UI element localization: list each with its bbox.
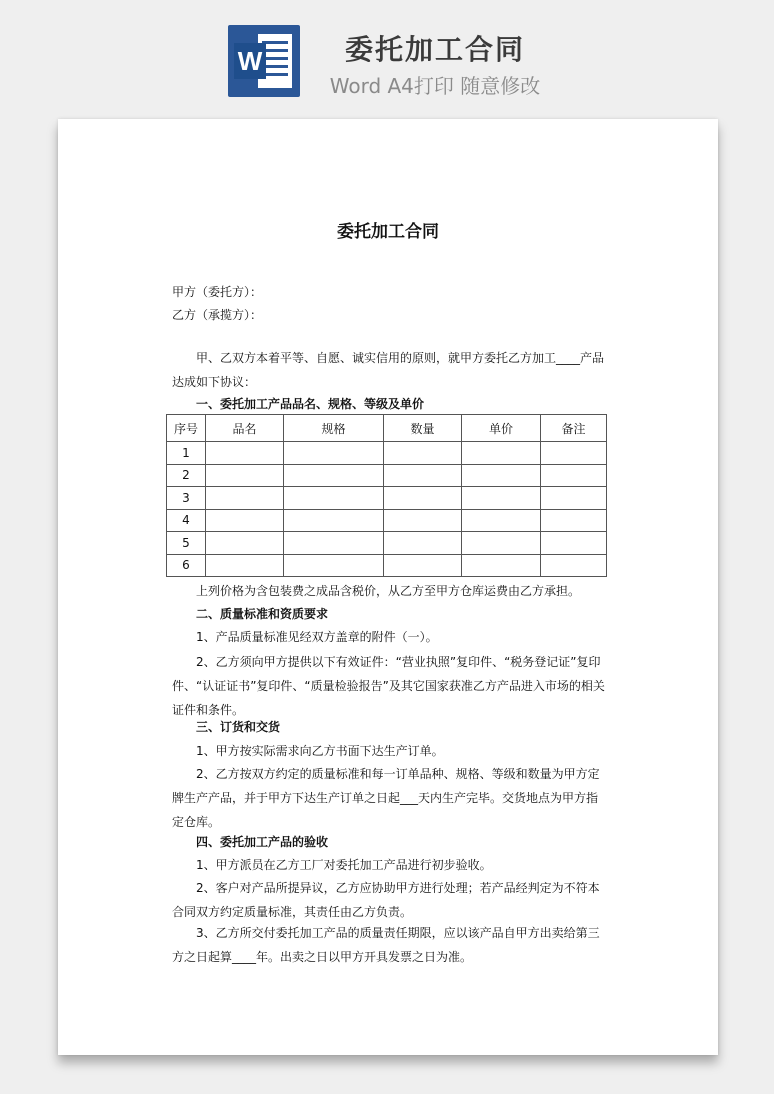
party-b-label: 乙方（承揽方）： [172, 308, 263, 322]
row-number: 2 [167, 464, 206, 487]
column-header: 品名 [206, 415, 284, 442]
table-row [167, 464, 607, 487]
row-number: 3 [167, 487, 206, 510]
party-a-label: 甲方（委托方）： [172, 285, 263, 299]
section4-heading: 四、委托加工产品的验收 [196, 835, 329, 849]
table-row [167, 509, 607, 532]
intro-paragraph: 甲、乙双方本着平等、自愿、诚实信用的原则，就甲方委托乙方加工____产品达成如下协议： [172, 351, 605, 389]
column-header: 单价 [462, 415, 541, 442]
section1-heading: 一、委托加工产品品名、规格、等级及单价 [196, 397, 425, 411]
product-spec-table [166, 414, 607, 577]
header-title: 委托加工合同 [344, 33, 525, 66]
row-number: 1 [167, 442, 206, 465]
section4-paragraph-2: 2、客户对产品所提异议，乙方应协助甲方进行处理；若产品经判定为不符本合同双方约定质量标准，其责任由乙方负责。 [172, 881, 600, 919]
document-page [58, 119, 718, 1055]
table-row [167, 532, 607, 555]
column-header: 备注 [541, 415, 607, 442]
section2-paragraph-1: 1、产品质量标准见经双方盖章的附件（一）。 [196, 630, 438, 644]
word-logo-letter: W [234, 43, 266, 79]
row-number: 5 [167, 532, 206, 555]
price-note: 上列价格为含包装费之成品含税价，从乙方至甲方仓库运费由乙方承担。 [196, 584, 581, 598]
column-header: 序号 [167, 415, 206, 442]
section2-heading: 二、质量标准和资质要求 [196, 607, 329, 621]
table-row [167, 442, 607, 465]
row-number: 4 [167, 509, 206, 532]
column-header: 数量 [384, 415, 462, 442]
row-number: 6 [167, 554, 206, 577]
section2-paragraph-2: 2、乙方须向甲方提供以下有效证件：“营业执照”复印件、“税务登记证”复印件、“认证证书”复印件、“质量检验报告”及其它国家获准乙方产品进入市场的相关证件和条件。 [172, 655, 605, 717]
table-row [167, 487, 607, 510]
table-row [167, 554, 607, 577]
table-header-row [167, 415, 607, 442]
header [0, 0, 774, 110]
header-subtitle: Word A4打印 随意修改 [329, 74, 541, 98]
section4-paragraph-3: 3、乙方所交付委托加工产品的质量责任期限，应以该产品自甲方出卖给第三方之日起算____年。出卖之日以甲方开具发票之日为准。 [172, 926, 600, 964]
section4-paragraph-1: 1、甲方派员在乙方工厂对委托加工产品进行初步验收。 [196, 858, 492, 872]
section3-paragraph-1: 1、甲方按实际需求向乙方书面下达生产订单。 [196, 744, 444, 758]
document-title: 委托加工合同 [337, 222, 439, 242]
section3-heading: 三、订货和交货 [196, 720, 281, 734]
column-header: 规格 [284, 415, 384, 442]
word-icon [228, 25, 300, 97]
section3-paragraph-2: 2、乙方按双方约定的质量标准和每一订单品种、规格、等级和数量为甲方定牌生产产品，并于甲方下达生产订单之日起___天内生产完毕。交货地点为甲方指定仓库。 [172, 767, 600, 829]
